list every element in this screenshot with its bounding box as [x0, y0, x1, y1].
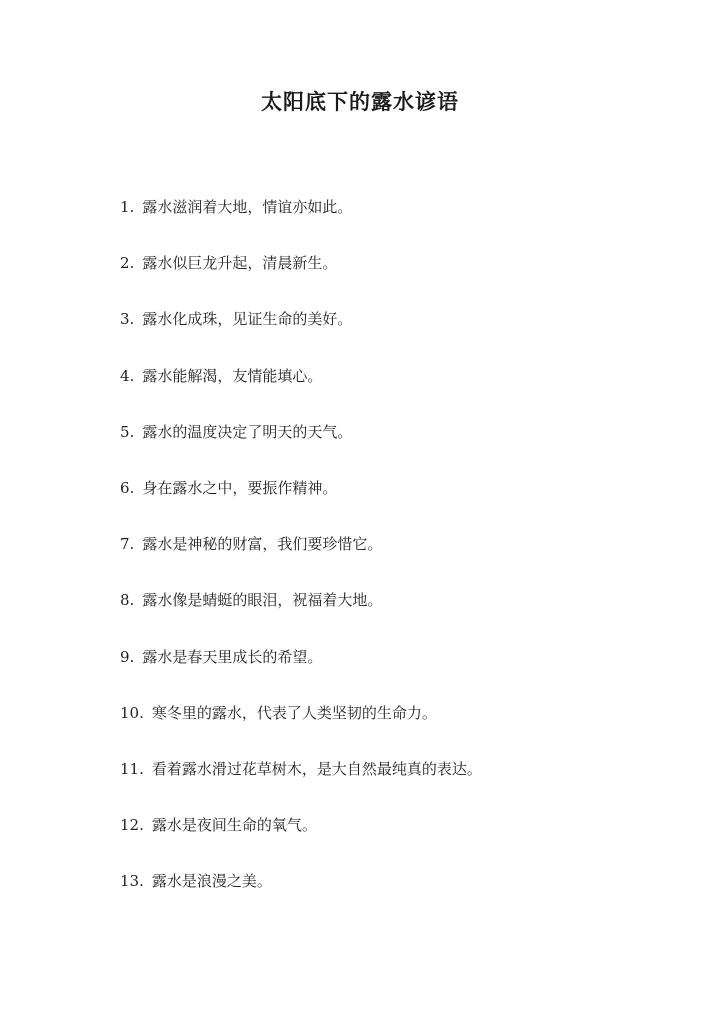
item-number: 11. — [120, 759, 144, 778]
item-text: 露水似巨龙升起，清晨新生。 — [142, 254, 338, 273]
item-number: 8. — [120, 591, 135, 610]
item-number: 2. — [120, 254, 135, 273]
item-text: 露水是夜间生命的氧气。 — [151, 816, 317, 835]
list-item — [120, 866, 680, 922]
item-text: 露水能解渴，友情能填心。 — [142, 366, 323, 385]
list-item — [120, 417, 680, 473]
list-item — [120, 473, 680, 529]
item-text: 露水是春天里成长的希望。 — [142, 647, 323, 666]
item-number: 7. — [120, 535, 135, 554]
list-item — [120, 585, 680, 641]
item-number: 9. — [120, 647, 135, 666]
item-number: 12. — [120, 816, 144, 835]
item-text: 寒冬里的露水，代表了人类坚韧的生命力。 — [151, 703, 437, 722]
item-text: 露水化成珠，见证生命的美好。 — [142, 310, 353, 329]
item-number: 1. — [120, 198, 135, 216]
page-title: 太阳底下的露水谚语 — [261, 89, 459, 114]
item-number: 5. — [120, 422, 135, 441]
item-text: 露水是神秘的财富，我们要珍惜它。 — [142, 535, 383, 554]
list-item — [120, 642, 680, 698]
item-text: 身在露水之中，要振作精神。 — [142, 478, 338, 497]
item-number: 6. — [120, 478, 135, 497]
item-text: 露水的温度决定了明天的天气。 — [142, 422, 353, 441]
item-text: 露水滋润着大地，情谊亦如此。 — [142, 198, 353, 216]
item-number: 10. — [120, 703, 144, 722]
list-item — [120, 304, 680, 360]
list-item — [120, 361, 680, 417]
item-text: 看着露水滑过花草树木，是大自然最纯真的表达。 — [151, 759, 482, 778]
list-item — [120, 810, 680, 866]
proverb-list — [120, 192, 680, 922]
item-number: 4. — [120, 366, 135, 385]
list-item — [120, 248, 680, 304]
item-text: 露水像是蜻蜓的眼泪，祝福着大地。 — [142, 591, 383, 610]
list-item — [120, 698, 680, 754]
list-item — [120, 754, 680, 810]
item-number: 3. — [120, 310, 135, 329]
list-item — [120, 529, 680, 585]
list-item — [120, 192, 680, 248]
item-number: 13. — [120, 872, 144, 891]
item-text: 露水是浪漫之美。 — [151, 872, 272, 891]
